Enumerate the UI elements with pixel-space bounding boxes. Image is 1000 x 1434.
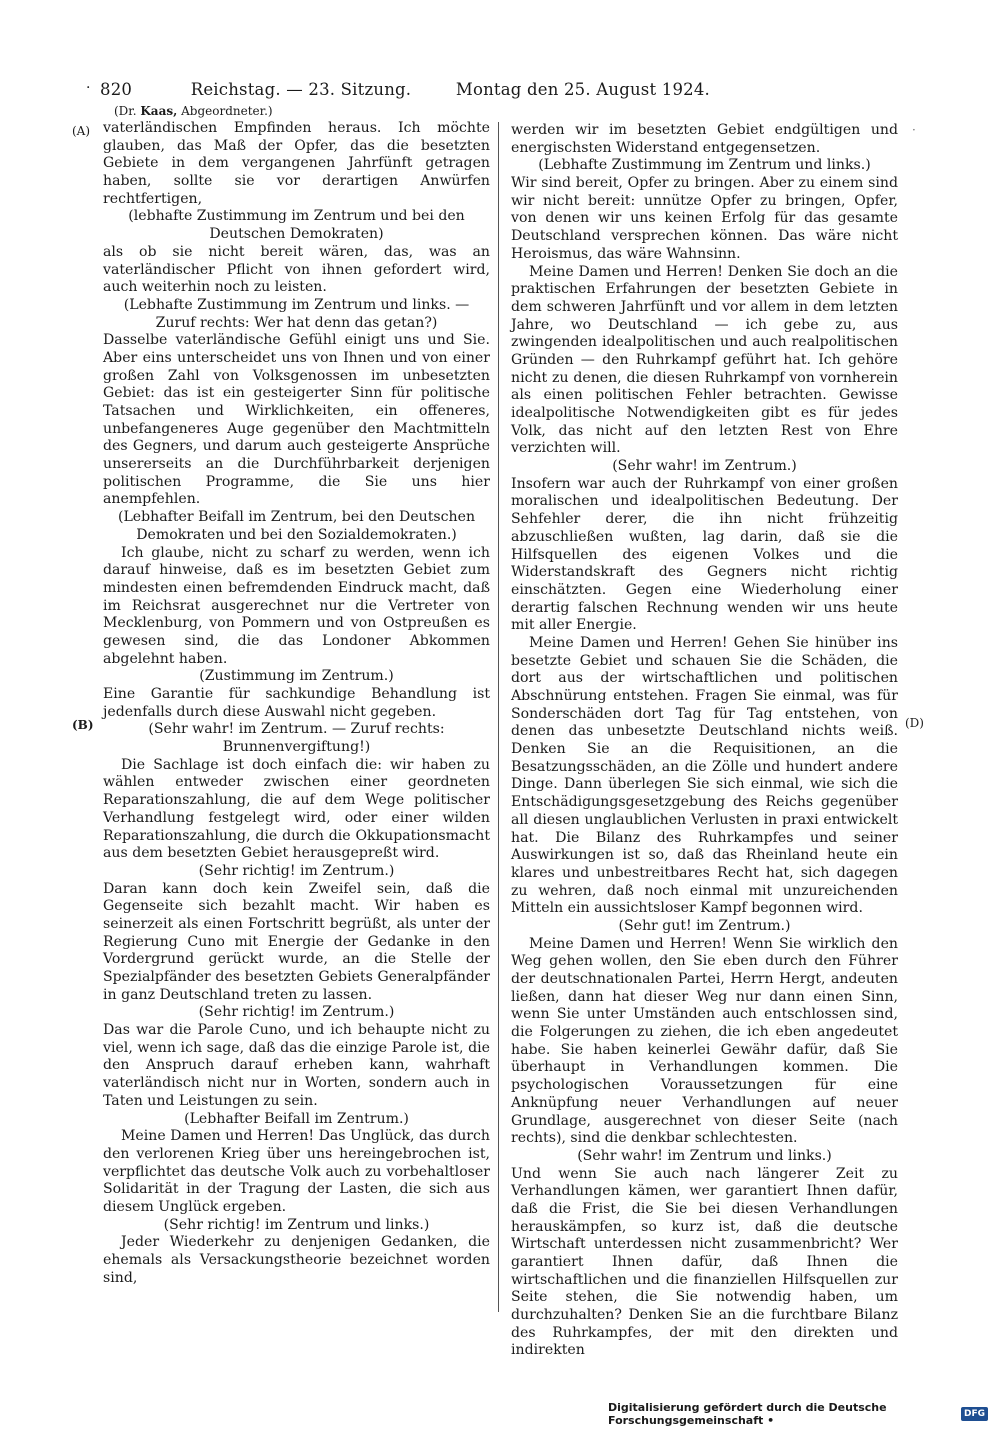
speaker-name: Kaas, — [140, 104, 178, 118]
header-title: Reichstag. — 23. Sitzung. — [190, 80, 412, 99]
left-column — [103, 120, 490, 1287]
paragraph: Meine Damen und Herren! Gehen Sie hinüber ins besetzte Gebiet und schauen Sie die Schäden, die dort aus der wirtschaftlichen und politischen Abschnürung entstehen. Fragen Sie einmal, was für Sonderschäden dort Tag für Tag entstehen, von denen das unbesetzte Deutschland nichts weiß. Denken Sie an die Requisitionen, an die Besatzungsschäden, an die Zölle und hundert andere Dinge. Dann überlegen Sie sich einmal, wie sich die Entschädigungsgesetzgebung des Reichs gegenüber all diesen unglaublichen Verlusten in praxi entwickelt hat. Die Bilanz des Ruhrkampfes und seiner Auswirkungen ist so, daß das Rheinland heute ein klares und unbestreitbares Recht hat, sich dagegen zu wehren, daß noch einmal mit unzureichenden Mitteln ein aussichtsloser Kampf begonnen wird. — [511, 634, 898, 917]
paragraph: Meine Damen und Herren! Denken Sie doch an die praktischen Erfahrungen der besetzten Gebiete in dem schweren Jahrfünft und vor allem in dem letzten Jahre, wo Deutschland — ich gebe zu, aus zwingenden idealpolitischen und auch realpolitischen Gründen — den Ruhrkampf geführt hat. Ich gehöre nicht zu denen, die diesen Ruhrkampf von vornherein als einen politischen Fehler betrachten. Gewisse idealpolitische Notwendigkeiten gibt es für jedes Volk, das nicht auf den letzten Rest von Ehre verzichten will. — [511, 263, 898, 457]
paragraph: Eine Garantie für sachkundige Behandlung ist jedenfalls durch diese Auswahl nicht gegeben. — [103, 686, 490, 720]
speaker-line — [114, 104, 273, 118]
page-header — [86, 80, 710, 104]
interjection: (Sehr wahr! im Zentrum.) — [612, 458, 797, 475]
paragraph: Ich glaube, nicht zu scharf zu werden, wenn ich darauf hinweise, daß es im besetzten Gebiet zum mindesten einen befremdenden Eindruck macht, daß im Reichsrat ausgerechnet nur die Vertreter von Mecklenburg, von Pommern und von Ostpreußen es gewesen sind, die das Londoner Abkommen abgelehnt haben. — [103, 544, 490, 667]
header-date: Montag den 25. August 1924. — [455, 80, 710, 99]
paragraph: als ob sie nicht bereit wären, das, was an vaterländischer Pflicht von ihnen gefordert wird, auch weiterhin noch zu leisten. — [103, 243, 490, 296]
speaker-role: Abgeordneter.) — [181, 104, 273, 118]
interjection: (Sehr richtig! im Zentrum.) — [198, 1004, 395, 1021]
paragraph: Insofern war auch der Ruhrkampf von einer großen moralischen und idealpolitischen Bedeutung. Der Sehfehler derer, die ihn nicht frühzeitig abzuschließen wußten, lag darin, daß sie die Hilfsquellen des eigenen Volkes und die Widerstandskraft des Gegners nicht richtig einschätzten. Gegen eine Wiederholung einer derartig falschen Rechnung wenden wir uns heute mit aller Energie. — [511, 475, 898, 634]
paragraph: vaterländischen Empfinden heraus. Ich möchte glauben, das Maß der Opfer, das die besetzten Gebiete in dem vergangenen Jahrfünft getragen haben, sollte sie vor derartigen Anwürfen rechtfertigen, — [103, 120, 490, 207]
paragraph: Wir sind bereit, Opfer zu bringen. Aber zu einem sind wir nicht bereit: unnütze Opfer zu bringen, Opfer, von denen wir uns keinen Erfolg für das gesamte Deutschland versprechen können. Das wäre nicht Heroismus, das wäre Wahnsinn. — [511, 175, 898, 262]
interjection: (Lebhafter Beifall im Zentrum, bei den Deutschen Demokraten und bei den Sozialdemokraten.) — [117, 509, 476, 543]
interjection: (Zustimmung im Zentrum.) — [199, 668, 394, 685]
margin-marker-d: (D) — [905, 716, 924, 730]
right-column — [511, 122, 898, 1360]
header-dot: · — [86, 80, 91, 96]
paragraph: Die Sachlage ist doch einfach die: wir haben zu wählen entweder zwischen einer geordneten Reparationszahlung, die auf dem Wege politischer Verhandlung festgelegt wird, oder einer wilden Reparationszahlung, die durch die Okkupationsmacht aus dem besetzten Gebiet herausgepreßt wird. — [103, 756, 490, 862]
margin-marker-b: (B) — [72, 718, 94, 732]
margin-marker-a: (A) — [72, 124, 91, 138]
paragraph: werden wir im besetzten Gebiet endgültigen und energischsten Widerstand entgegensetzen. — [511, 122, 898, 156]
paragraph: Das war die Parole Cuno, und ich behaupte nicht zu viel, wenn ich sage, daß das die einzige Parole ist, die den Anspruch darauf erheben kann, wahrhaft vaterländisch nicht nur in Worten, sondern auch in Taten und Leistungen zu sein. — [103, 1022, 490, 1109]
paragraph: Meine Damen und Herren! Wenn Sie wirklich den Weg gehen wollen, den Sie eben durch den Führer der deutschnationalen Partei, Herrn Hergt, andeuten ließen, dann hat dieser Weg nur dann einen Sinn, wenn Sie unter Umständen auch entschlossen sind, die Folgerungen zu ziehen, die ich eben angedeutet habe. Sie haben keinerlei Gewähr dafür, daß Sie überhaupt in Verhandlungen kommen. Die psychologischen Voraussetzungen für eine Anknüpfung neuer Verhandlungen auf neuer Grundlage, ausgerechnet von dieser Seite (nach rechts), sind die denkbar schlechtesten. — [511, 935, 898, 1147]
paragraph: Meine Damen und Herren! Das Unglück, das durch den verlorenen Krieg über uns hereingebrochen ist, verpflichtet das deutsche Volk auch zu vorbehaltloser Solidarität in der Tragung der Lasten, die sich aus diesem Unglück ergeben. — [103, 1128, 490, 1215]
interjection: (Sehr wahr! im Zentrum und links.) — [577, 1147, 832, 1164]
interjection: (Lebhafte Zustimmung im Zentrum und links. — Zuruf rechts: Wer hat denn das getan?) — [123, 296, 470, 331]
paragraph: Dasselbe vaterländische Gefühl einigt uns und Sie. Aber eins unterscheidet uns von Ihnen und von einer großen Zahl von Volksgenossen im unbesetzten Gebiet: das ist ein gesteigerter Sinn für politische Tatsachen und Wirklichkeiten, ein offeneres, unbefangeneres Auge gegenüber den Machtmitteln des Gegners, und darum auch gesteigerte Ansprüche unsererseits an die Durchführbarkeit derjenigen politischen Programme, die Sie uns hier anempfehlen. — [103, 332, 490, 508]
paragraph: Jeder Wiederkehr zu denjenigen Gedanken, die ehemals als Versackungstheorie bezeichnet worden sind, — [103, 1234, 490, 1286]
page-footer — [608, 1401, 988, 1427]
speaker-prefix: (Dr. — [114, 104, 137, 118]
paragraph: Daran kann doch kein Zweifel sein, daß die Gegenseite sich bezahlt macht. Wir haben es seinerzeit als einen Fortschritt begrüßt, als unter der Regierung Cuno mit Energie der Gedanke in den Vordergrund gerückt wurde, an die Stelle der Spezialpfänder des besetzten Gebiets Generalpfänder in ganz Deutschland treten zu lassen. — [103, 880, 490, 1003]
dfg-logo: DFG — [961, 1407, 988, 1421]
interjection: (Lebhafte Zustimmung im Zentrum und links.) — [538, 157, 871, 174]
page-number: 820 — [100, 80, 133, 99]
column-divider — [498, 122, 499, 1312]
interjection: (lebhafte Zustimmung im Zentrum und bei den Deutschen Demokraten) — [128, 208, 465, 243]
interjection: (Sehr gut! im Zentrum.) — [618, 917, 791, 934]
interjection: (Lebhafter Beifall im Zentrum.) — [184, 1110, 409, 1127]
interjection: (Sehr wahr! im Zentrum. — Zuruf rechts: Brunnenvergiftung!) — [148, 721, 445, 756]
interjection: (Sehr richtig! im Zentrum.) — [198, 862, 395, 879]
interjection: (Sehr richtig! im Zentrum und links.) — [163, 1216, 430, 1233]
paragraph: Und wenn Sie auch nach längerer Zeit zu Verhandlungen kämen, wer garantiert Ihnen dafür, daß die Frist, die Sie bei diesen Verhandlungen herauskämpfen, so kurz ist, daß die deutsche Wirtschaft unterdessen nicht zusammenbricht? Wer garantiert Ihnen dafür, daß Ihnen die wirtschaftlichen und die finanziellen Hilfsquellen zur Seite stehen, die Sie notwendig haben, um durchzuhalten? Denken Sie an die furchtbare Bilanz des Ruhrkampfes, der mit den direkten und indirekten — [511, 1165, 898, 1359]
footer-credit: Digitalisierung gefördert durch die Deutsche Forschungsgemeinschaft • — [608, 1401, 887, 1427]
margin-dot: · — [912, 123, 916, 137]
